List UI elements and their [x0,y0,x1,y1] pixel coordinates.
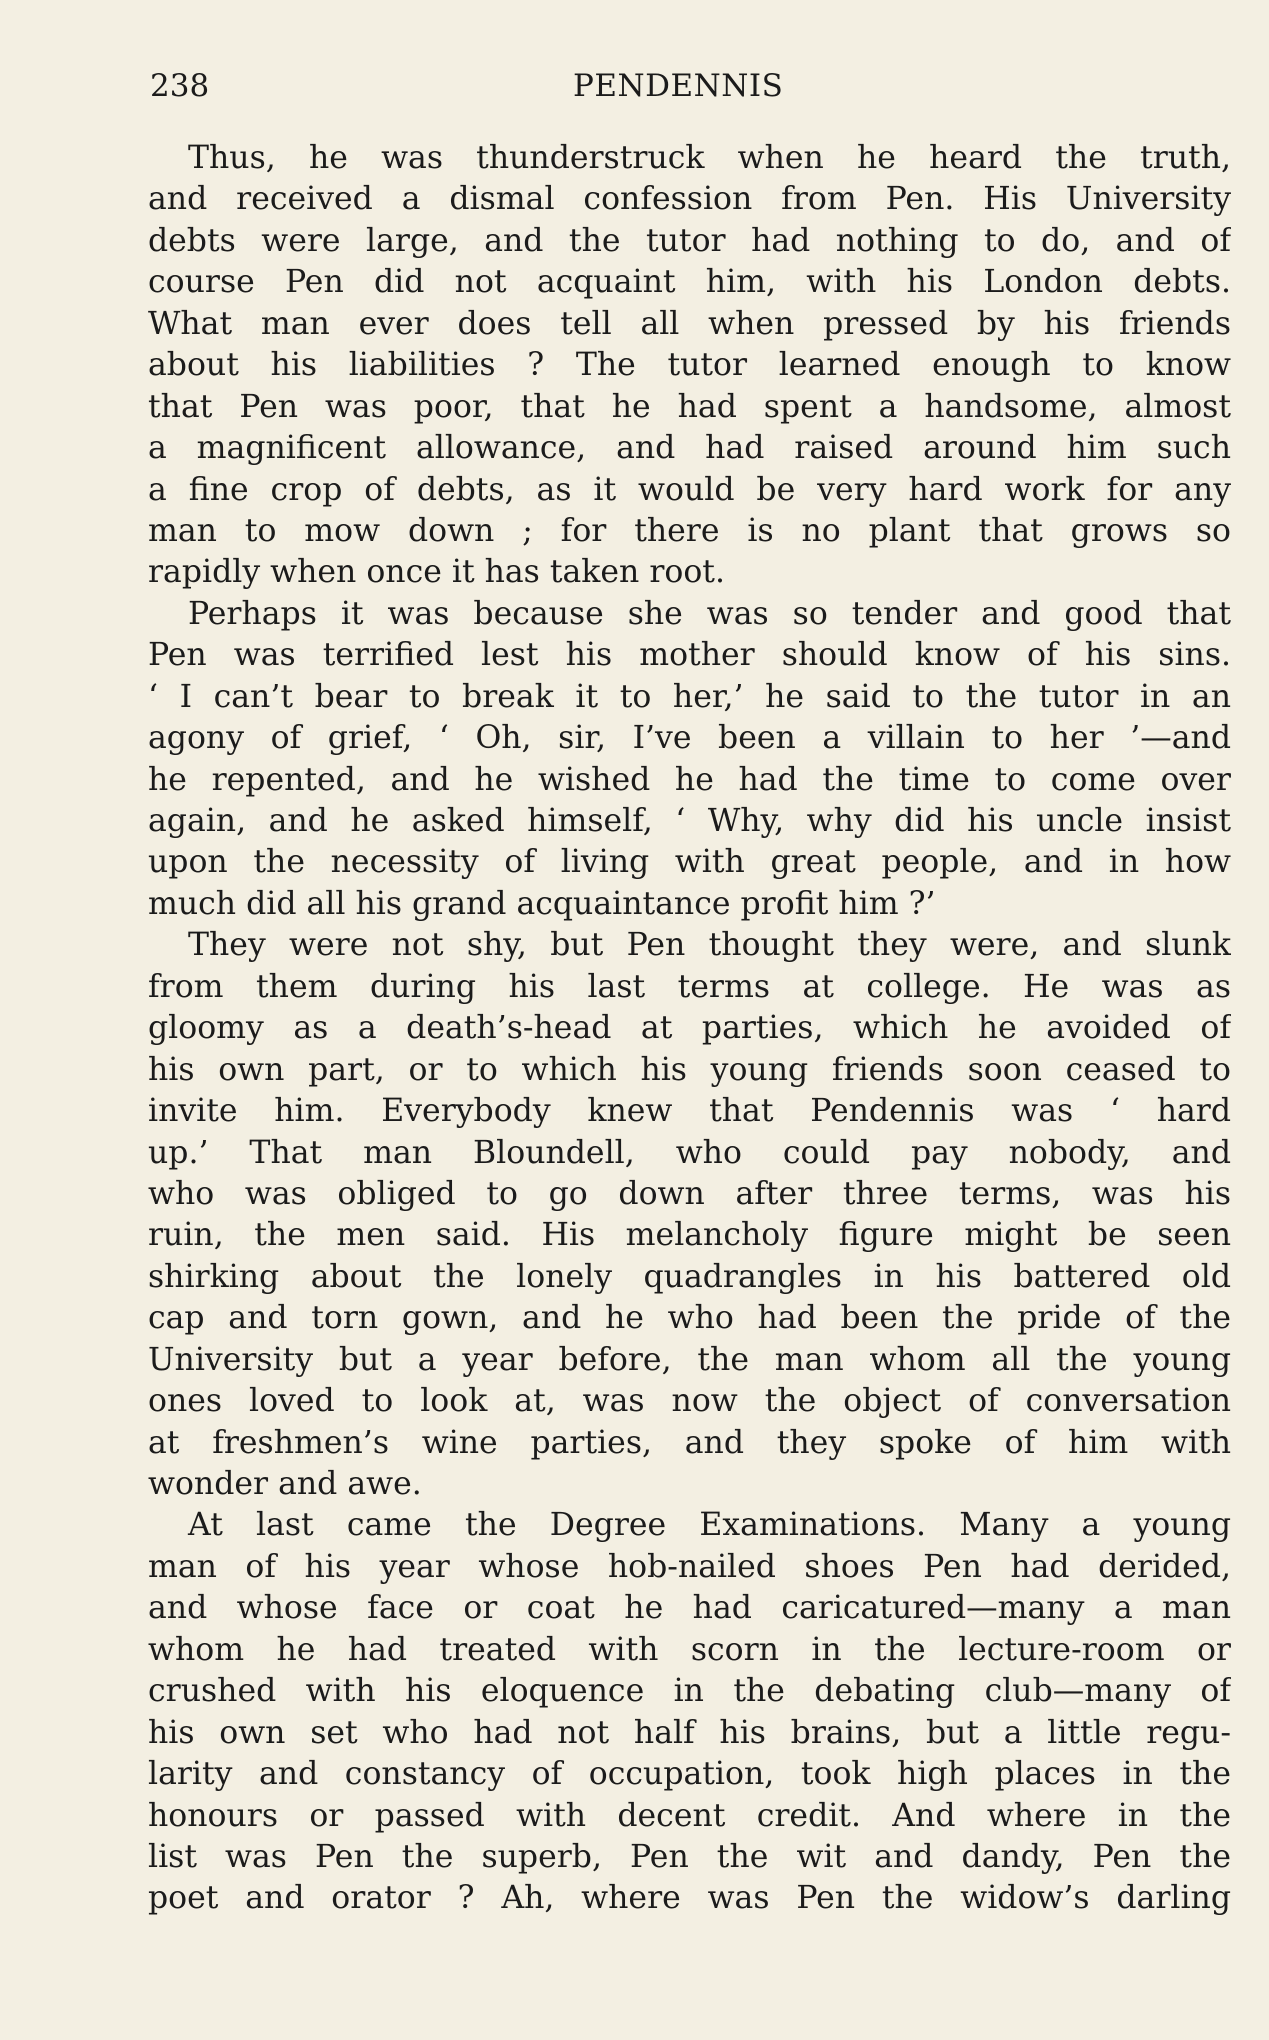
text-line: his own set who had not half his brains, but a little regu- [148,1714,1231,1751]
text-line: debts were large, and the tutor had nothing to do, and of [148,222,1231,259]
text-line: from them during his last terms at college. He was as [148,968,1231,1005]
text-line: rapidly when once it has taken root. [148,554,725,591]
text-line: What man ever does tell all when pressed by his friends [148,305,1231,342]
text-line: upon the necessity of living with great people, and in how [148,844,1231,881]
text-line: whom he had treated with scorn in the lecture-room or [148,1631,1231,1668]
text-line: a fine crop of debts, as it would be very hard work for any [148,471,1231,508]
text-line: larity and constancy of occupation, took high places in the [148,1756,1231,1793]
text-line: poet and orator ? Ah, where was Pen the widow’s darling [148,1880,1231,1917]
text-line: and received a dismal confession from Pen. His University [148,181,1231,218]
text-line: that Pen was poor, that he had spent a handsome, almost [148,388,1231,425]
text-line: and whose face or coat he had caricatured—many a man [148,1590,1231,1627]
page-header [150,64,1230,108]
text-line: again, and he asked himself, ‘ Why, why did his uncle insist [148,803,1231,839]
text-line: up.’ That man Bloundell, who could pay nobody, and [148,1134,1231,1171]
text-line: invite him. Everybody knew that Pendennis was ‘ hard [148,1093,1231,1130]
text-line: a magnificent allowance, and had raised around him such [148,430,1231,467]
page-number: 238 [150,68,210,104]
text-line: ones loved to look at, was now the object of conversation [148,1383,1231,1420]
text-line: his own part, or to which his young friends soon ceased to [148,1051,1231,1088]
text-line: at freshmen’s wine parties, and they spoke of him with [148,1424,1231,1461]
text-line: They were not shy, but Pen thought they were, and slunk [188,927,1231,964]
text-line: about his liabilities ? The tutor learned enough to know [148,347,1231,384]
text-line: cap and torn gown, and he who had been the pride of the [148,1300,1231,1337]
body-text [148,138,1231,1920]
text-line: University but a year before, the man whom all the young [148,1341,1231,1378]
text-line: Pen was terrified lest his mother should know of his sins. [148,637,1231,674]
text-line: shirking about the lonely quadrangles in his battered old [148,1258,1231,1295]
text-line: Perhaps it was because she was so tender and good that [188,595,1231,632]
text-line: list was Pen the superb, Pen the wit and dandy, Pen the [148,1838,1231,1875]
running-title: PENDENNIS [573,68,784,104]
text-line: ‘ I can’t bear to break it to her,’ he said to the tutor in an [148,678,1231,715]
text-line: man to mow down ; for there is no plant that grows so [148,512,1231,549]
text-line: course Pen did not acquaint him, with his London debts. [148,264,1231,301]
text-line: ruin, the men said. His melancholy figure might be seen [148,1217,1231,1254]
text-line: who was obliged to go down after three terms, was his [148,1175,1231,1212]
text-line: At last came the Degree Examinations. Many a young [188,1507,1231,1544]
text-line: Thus, he was thunderstruck when he heard the truth, [188,140,1231,176]
text-line: man of his year whose hob-nailed shoes Pen had derided, [148,1548,1231,1585]
text-line: much did all his grand acquaintance profit him ?’ [148,885,936,922]
text-line: crushed with his eloquence in the debating club—many of [148,1673,1231,1710]
text-line: wonder and awe. [148,1466,422,1502]
text-line: agony of grief, ‘ Oh, sir, I’ve been a villain to her ’—and [148,720,1231,757]
text-line: honours or passed with decent credit. And where in the [148,1797,1231,1834]
text-line: gloomy as a death’s-head at parties, which he avoided of [148,1010,1231,1047]
text-line: he repented, and he wished he had the time to come over [148,761,1231,798]
